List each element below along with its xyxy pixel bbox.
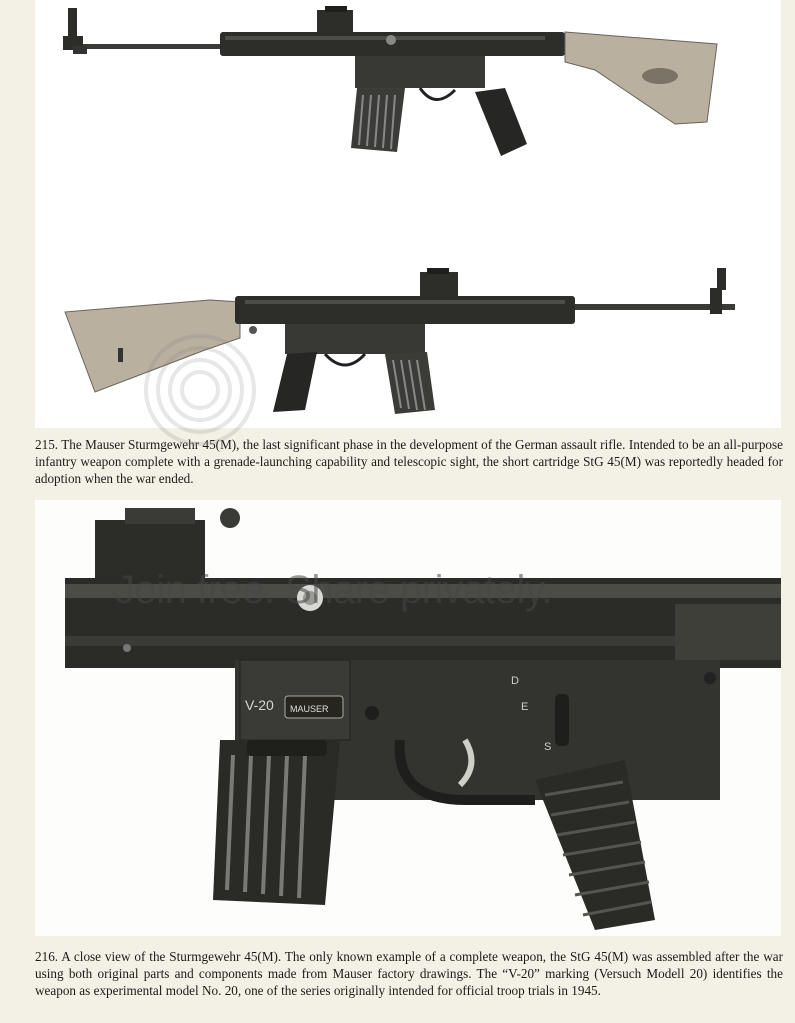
figure-215-caption: 215. The Mauser Sturmgewehr 45(M), the last significant phase in the development of the German assault rifle. Intended to be an all-purpose infantry weapon complete with a grenade-launching capability and telescopic sight, the short cartridge StG 45(M) was reportedly headed for adoption when the war ended. [35, 437, 783, 486]
receiver-closeup-illustration [35, 500, 781, 936]
watermark-text: Join free. Share privately. [115, 568, 553, 612]
figure-216-caption: 216. A close view of the Sturmgewehr 45(M). The only known example of a complete weapon, the StG 45(M) was assembled after the war using both original parts and components made from Mauser factory drawings. The “V-20” marking (Versuch Modell 20) identifies the weapon as experimental model No. 20, one of the series originally intended for official troop trials in 1945. [35, 949, 783, 998]
figure-216-photo [35, 500, 781, 936]
figure-215-photo [35, 0, 781, 428]
selector-letter-d: D [511, 675, 519, 687]
selector-letter-e: E [521, 701, 529, 713]
rifle-left-facing [63, 6, 717, 156]
receiver-marking: V-20 [245, 697, 274, 713]
selector-letter-s: S [544, 741, 552, 753]
rifle-right-facing [65, 268, 735, 414]
maker-stamp: MAUSER [290, 704, 329, 714]
rifle-side-views-illustration [35, 0, 781, 428]
